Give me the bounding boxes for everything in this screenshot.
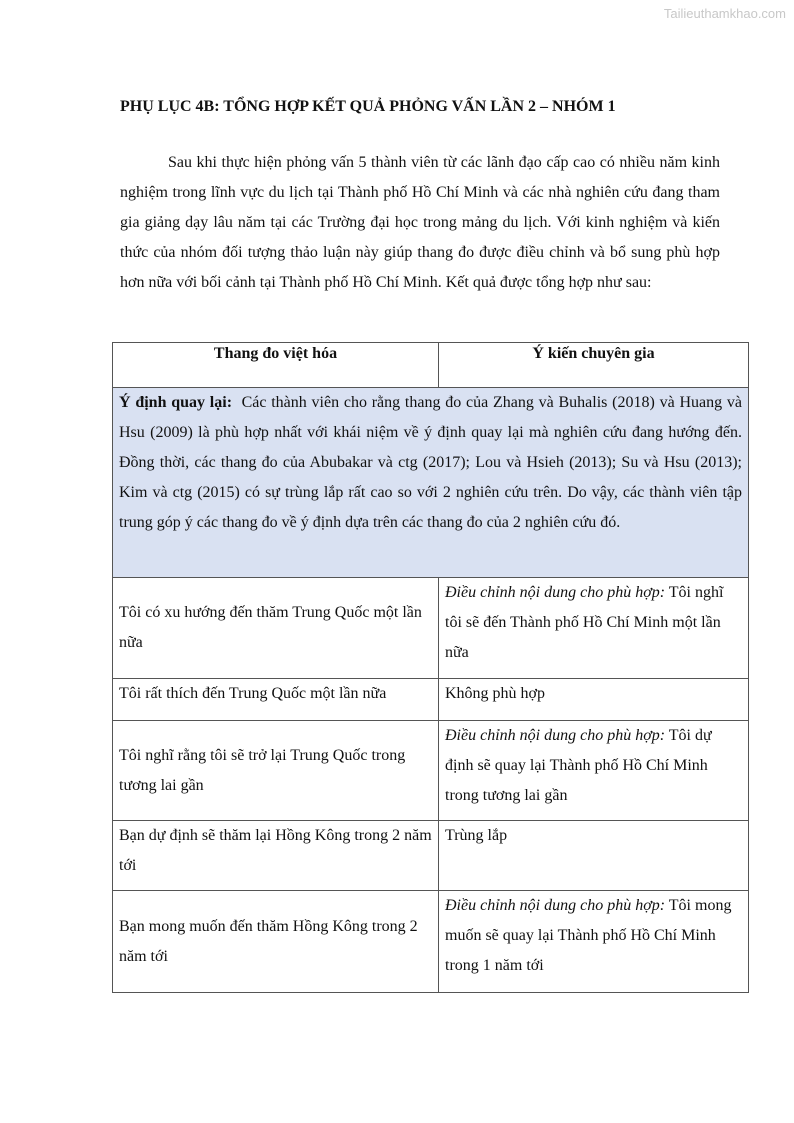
- header-scale: Thang đo việt hóa: [113, 343, 439, 388]
- opinion-cell: [439, 679, 749, 721]
- summary-row: [113, 388, 749, 578]
- opinion-text: Tôi mong muốn sẽ quay lại Thành phố Hồ Chí Minh trong 1 năm tới: [445, 897, 732, 974]
- scale-cell: Tôi rất thích đến Trung Quốc một lần nữa: [113, 679, 439, 721]
- opinion-prefix: Điều chỉnh nội dung cho phù hợp:: [445, 897, 666, 914]
- table-header-row: [113, 343, 749, 388]
- summary-text: Các thành viên cho rằng thang đo của Zhang và Buhalis (2018) và Huang và Hsu (2009) là phù hợp nhất với khái niệm về ý định quay lại mà nghiên cứu đang hướng đến. Đồng thời, các thang đo của Abubakar và ctg (2017); Lou và Hsieh (2013); Su và Hsu (2013); Kim và ctg (2015) có sự trùng lắp rất cao so với 2 nghiên cứu trên. Do vậy, các thành viên tập trung góp ý các thang đo về ý định dựa trên các thang đo của 2 nghiên cứu đó.: [119, 394, 742, 531]
- opinion-cell: [439, 891, 749, 993]
- scale-cell: Tôi nghĩ rằng tôi sẽ trở lại Trung Quốc trong tương lai gần: [113, 721, 439, 821]
- summary-label: Ý định quay lại:: [119, 394, 233, 411]
- table-row: [113, 721, 749, 821]
- header-opinion: Ý kiến chuyên gia: [439, 343, 749, 388]
- opinion-prefix: Điều chỉnh nội dung cho phù hợp:: [445, 727, 666, 744]
- table-row: [113, 578, 749, 679]
- page-title: PHỤ LỤC 4B: TỔNG HỢP KẾT QUẢ PHỎNG VẤN LẦN 2 – NHÓM 1: [120, 98, 616, 115]
- opinion-text: Trùng lắp: [445, 827, 508, 844]
- watermark: Tailieuthamkhao.com: [663, 6, 786, 21]
- summary-cell: [113, 388, 749, 578]
- interview-results-table: [112, 342, 749, 993]
- table-row: [113, 679, 749, 721]
- opinion-text: Tôi nghĩ tôi sẽ đến Thành phố Hồ Chí Minh một lần nữa: [445, 584, 724, 661]
- opinion-cell: [439, 578, 749, 679]
- opinion-cell: [439, 721, 749, 821]
- opinion-prefix: Điều chỉnh nội dung cho phù hợp:: [445, 584, 666, 601]
- opinion-text: Tôi dự định sẽ quay lại Thành phố Hồ Chí Minh trong tương lai gần: [445, 727, 712, 804]
- scale-cell: Tôi có xu hướng đến thăm Trung Quốc một lần nữa: [113, 578, 439, 679]
- opinion-cell: [439, 821, 749, 891]
- scale-cell: Bạn dự định sẽ thăm lại Hồng Kông trong 2 năm tới: [113, 821, 439, 891]
- opinion-text: Không phù hợp: [445, 685, 546, 702]
- scale-cell: Bạn mong muốn đến thăm Hồng Kông trong 2 năm tới: [113, 891, 439, 993]
- table-row: [113, 891, 749, 993]
- table-row: [113, 821, 749, 891]
- intro-paragraph: Sau khi thực hiện phỏng vấn 5 thành viên từ các lãnh đạo cấp cao có nhiều năm kinh nghiệm trong lĩnh vực du lịch tại Thành phố Hồ Chí Minh và các nhà nghiên cứu đang tham gia giảng dạy lâu năm tại các Trường đại học trong mảng du lịch. Với kinh nghiệm và kiến thức của nhóm đối tượng thảo luận này giúp thang đo được điều chỉnh và bổ sung phù hợp hơn nữa với bối cảnh tại Thành phố Hồ Chí Minh. Kết quả được tổng hợp như sau:: [120, 154, 720, 291]
